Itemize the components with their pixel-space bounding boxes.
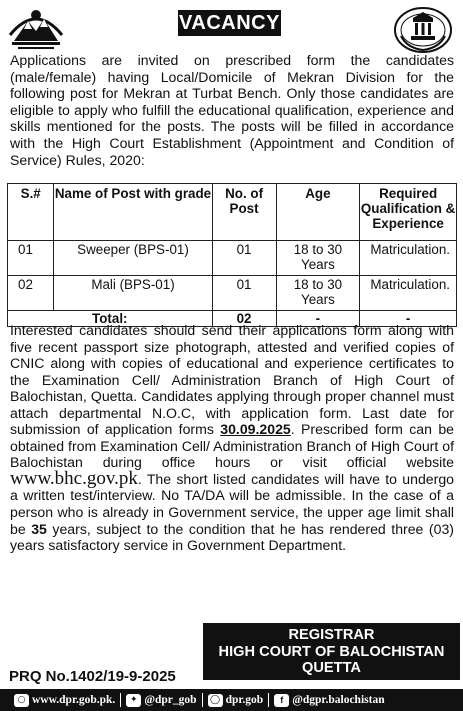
header-age: Age [276, 184, 360, 241]
high-court-emblem-icon [393, 6, 453, 54]
intro-paragraph: Applications are invited on prescribed form the candidates (male/female) having Local/Domicile of Mekran Division for the following post for Mekran at Turbat Bench. Only those candidates are eligible to apply who fulfill the educational qualification, experience and skills mentioned for the posts. The posts will be filled in accordance with the High Court Establishment (Appointment and Condition of Service) Rules, 2020: [10, 52, 454, 168]
footer-divider [120, 693, 121, 707]
table-row [8, 241, 457, 276]
instructions-part-1: Interested candidates should send their applications form along with five recent passport size photograph, attested and verified copies of CNIC along with copies of educational and experience certificates to the Examination Cell/ Administration Branch of High Court of Balochistan, Quetta. Candidates applying through proper channel must attach departmental N.O.C, with application form. Last date for submission of application forms [10, 322, 454, 438]
row-age: 18 to 30 Years [276, 276, 360, 311]
instructions-part-4: years, subject to the condition that he has rendered three (03) years satisfactory service in Government Department. [10, 520, 454, 554]
total-age: - [276, 311, 360, 327]
row-sn: 02 [8, 276, 54, 311]
registrar-title: REGISTRAR [288, 627, 375, 643]
total-no-of-post: 02 [212, 311, 276, 327]
instructions-paragraph [10, 322, 454, 554]
facebook-icon: f [274, 694, 289, 707]
dpr-logo-icon [6, 5, 66, 51]
row-qualification: Matriculation. [360, 241, 457, 276]
row-no-of-post: 01 [212, 241, 276, 276]
registrar-court: HIGH COURT OF BALOCHISTAN [218, 643, 445, 660]
instructions-part-3: . The short listed candidates will have to undergo a written test/interview. No TA/DA will be admissible. In the case of a person who is already in Government service, the upper age limit shall be [10, 470, 454, 537]
footer-divider [202, 693, 203, 707]
footer-instagram[interactable] [208, 694, 264, 707]
last-date: 30.09.2025 [220, 421, 291, 438]
footer-twitter-text: @dpr_gob [144, 694, 197, 706]
age-limit: 35 [31, 520, 47, 537]
footer-bar [0, 689, 463, 711]
row-no-of-post: 01 [212, 276, 276, 311]
footer-facebook-text: @dgpr.balochistan [292, 694, 385, 706]
total-label: Total: [8, 311, 213, 327]
row-sn: 01 [8, 241, 54, 276]
footer-instagram-text: dpr.gob [225, 694, 264, 706]
vacancy-title: VACANCY [178, 10, 281, 36]
footer-facebook[interactable] [274, 694, 384, 707]
row-qualification: Matriculation. [360, 276, 457, 311]
registrar-city: QUETTA [302, 660, 361, 676]
header-qualification: Required Qualification & Experience [360, 184, 457, 241]
twitter-icon: ✦ [126, 694, 141, 707]
globe-icon: ○ [14, 694, 29, 707]
vacancy-table [7, 183, 457, 327]
prq-number: PRQ No.1402/19-9-2025 [9, 668, 176, 685]
footer-twitter[interactable] [126, 694, 196, 707]
footer-web[interactable] [14, 694, 115, 707]
instagram-icon: ◯ [208, 694, 223, 707]
header-sn: S.# [8, 184, 54, 241]
row-post-name: Sweeper (BPS-01) [54, 241, 212, 276]
table-header-row [8, 184, 457, 241]
instructions-part-2: . Prescribed form can be obtained from Examination Cell/ Administration Branch of High Court of Balochistan during office hours or visit official website [10, 421, 454, 471]
header-post-name: Name of Post with grade [54, 184, 212, 241]
total-qualification: - [360, 311, 457, 327]
table-row [8, 276, 457, 311]
website-link[interactable]: www.bhc.gov.pk [10, 467, 138, 489]
footer-divider [268, 693, 269, 707]
header-no-of-post: No. of Post [212, 184, 276, 241]
row-post-name: Mali (BPS-01) [54, 276, 212, 311]
row-age: 18 to 30 Years [276, 241, 360, 276]
footer-web-text: www.dpr.gob.pk. [32, 694, 116, 706]
registrar-box [203, 623, 460, 680]
